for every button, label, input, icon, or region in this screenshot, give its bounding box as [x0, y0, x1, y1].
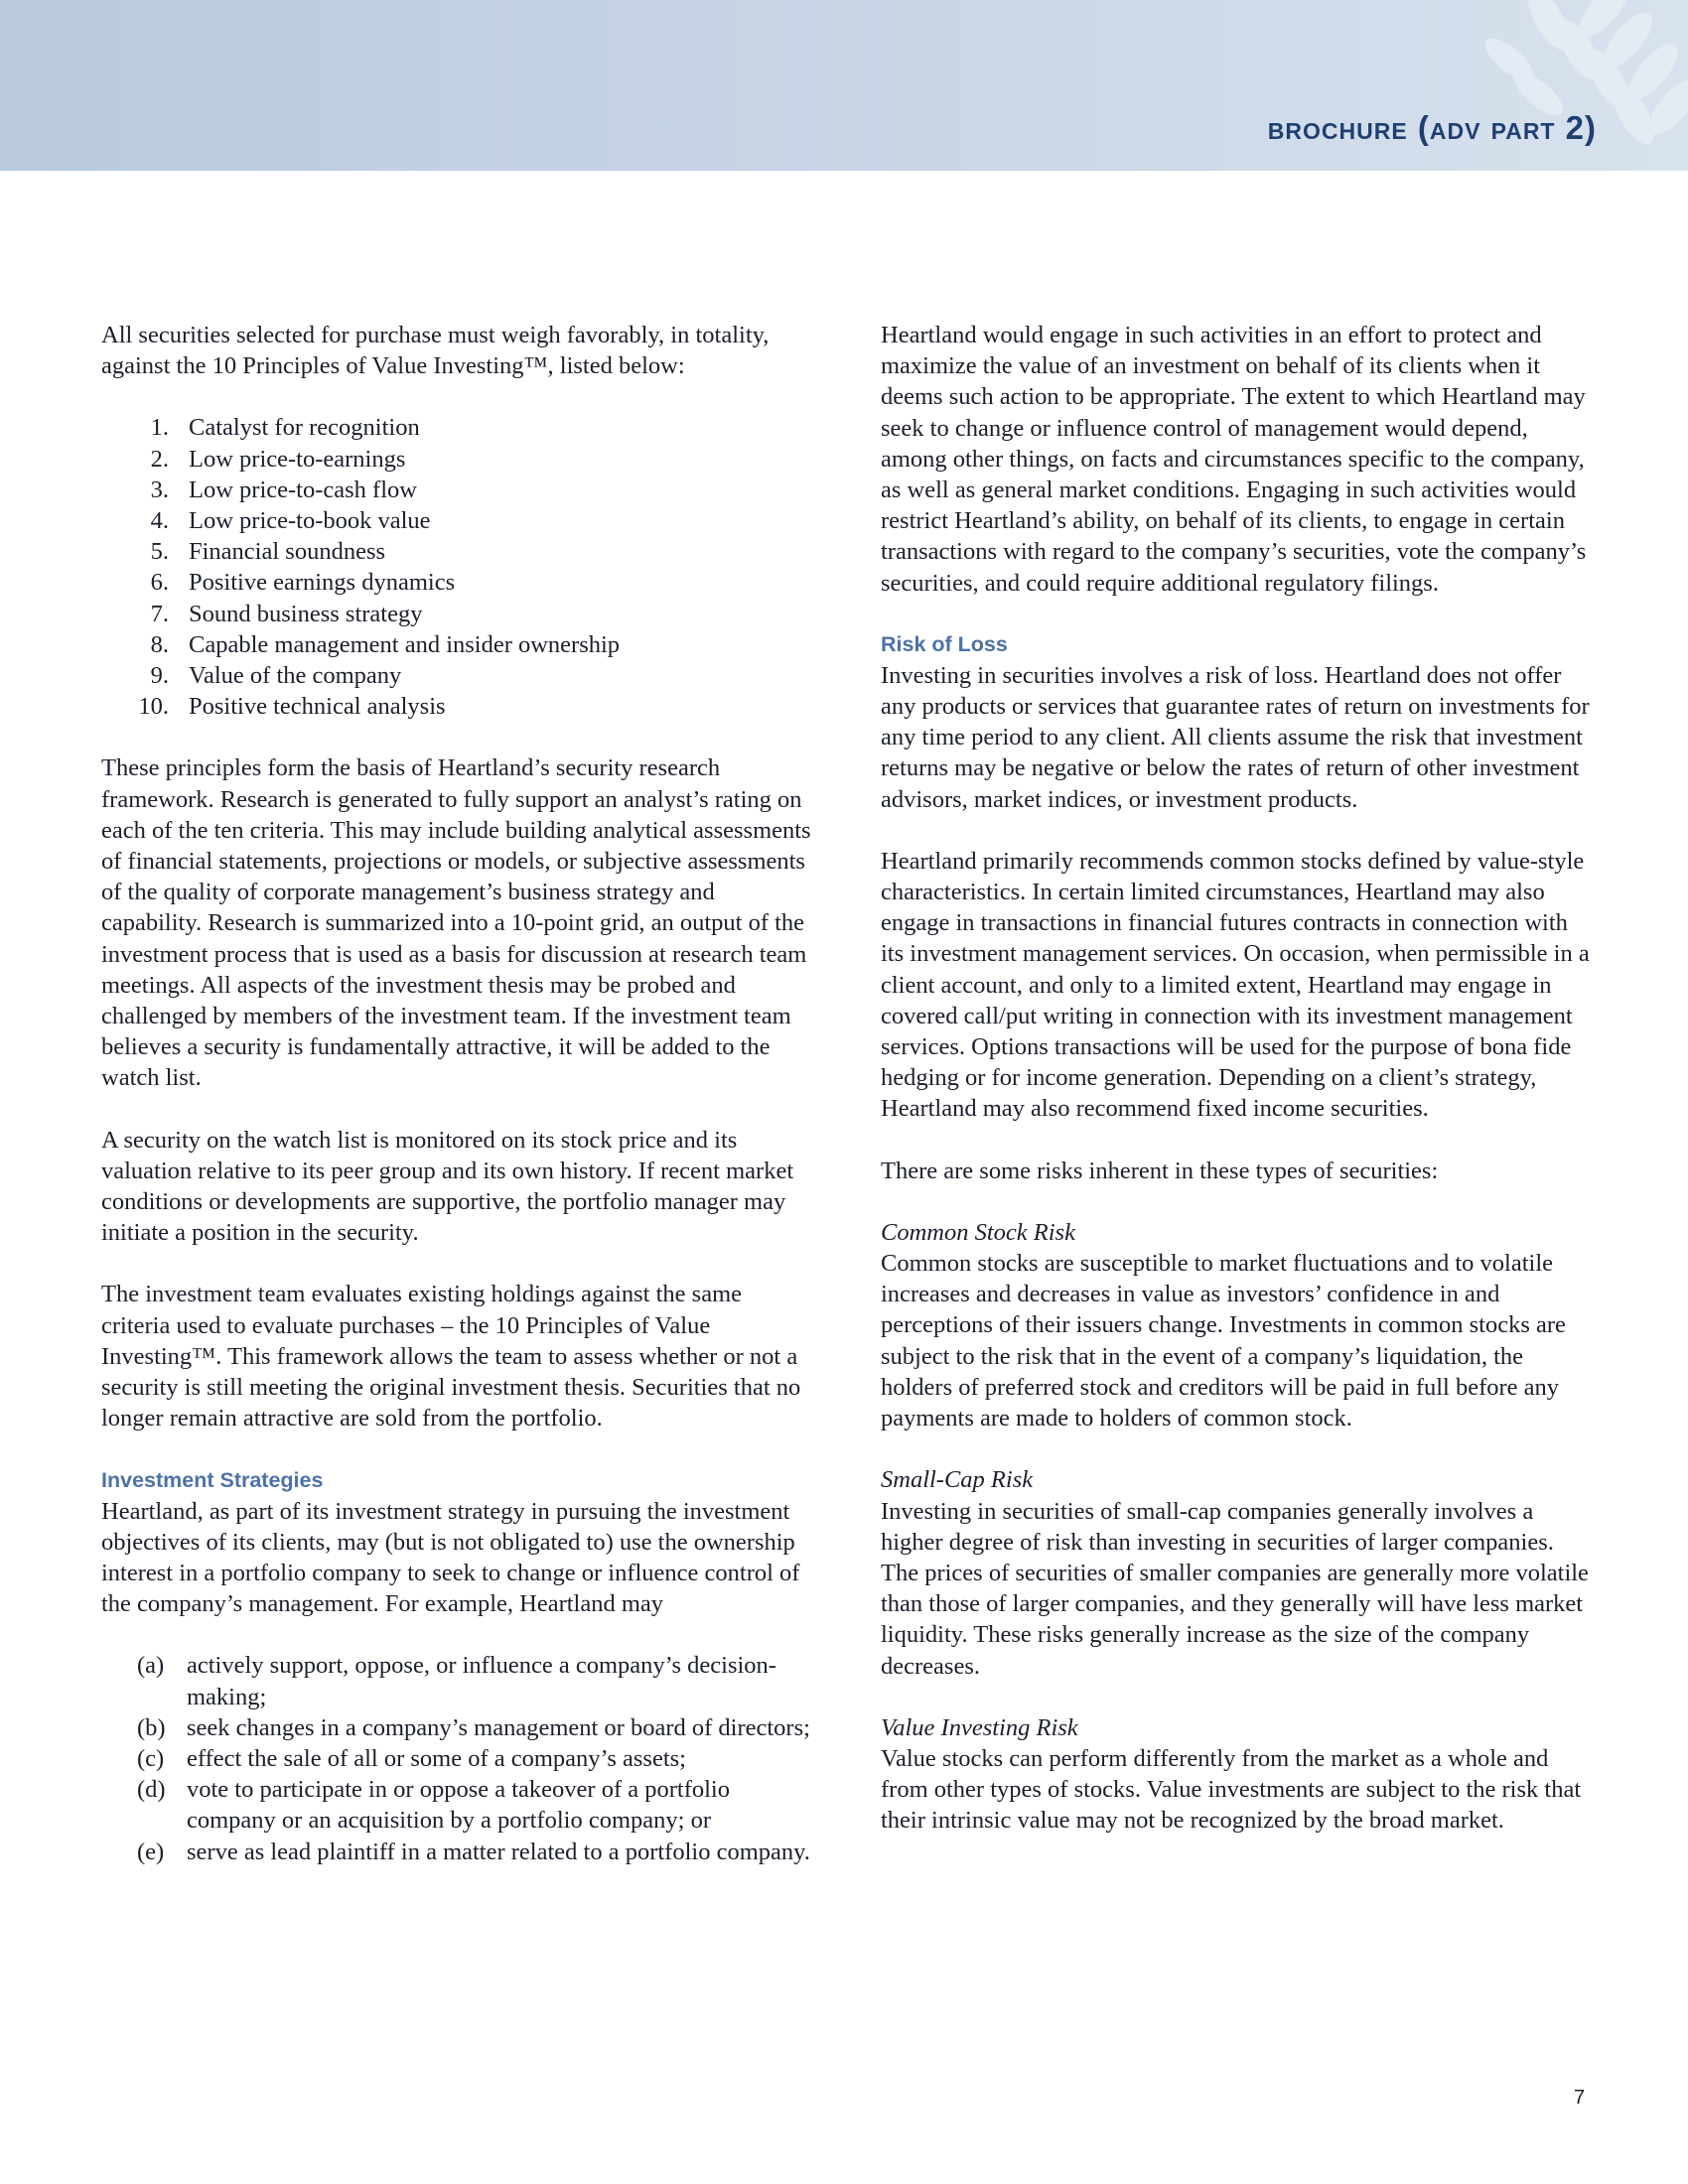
- strategy-item-text: seek changes in a company’s management or board of directors;: [187, 1713, 810, 1741]
- holdings-paragraph: The investment team evaluates existing holdings against the same criteria used to evaluate purchases – the 10 Principles of Value Investing™. This framework allows the team to assess whether or not a security is still meeting the original investment thesis. Securities that no longer remain attractive are sold from the portfolio.: [101, 1281, 801, 1433]
- strategy-item-text: serve as lead plaintiff in a matter related to a portfolio company.: [187, 1838, 810, 1865]
- value-investing-risk-heading: Value Investing Risk: [881, 1713, 1078, 1741]
- principle-text: Positive technical analysis: [189, 693, 446, 721]
- principle-number: 9.: [150, 662, 169, 690]
- principle-item: [101, 660, 816, 691]
- principle-number: 2.: [150, 445, 169, 473]
- watchlist-paragraph: A security on the watch list is monitored on its stock price and its valuation relative to its peer group and its own history. If recent market conditions or developments are supportive, the portfolio manager may initiate a position in the security.: [101, 1126, 794, 1247]
- principle-text: Catalyst for recognition: [189, 414, 420, 442]
- small-cap-risk-paragraph: Investing in securities of small-cap companies generally involves a higher degree of risk than investing in securities of larger companies. The prices of securities of smaller companies are generally more volatile than those of larger companies, and they generally will have less market liquidity. These risks generally increase as the size of the company decreases.: [881, 1497, 1589, 1680]
- strategy-item-text: actively support, oppose, or influence a company’s decision-making;: [187, 1652, 776, 1710]
- principle-text: Sound business strategy: [189, 600, 423, 627]
- investment-strategies-heading: Investment Strategies: [101, 1467, 324, 1492]
- activities-paragraph: Heartland would engage in such activities in an effort to protect and maximize the value of an investment on behalf of its clients when it deems such action to be appropriate. The extent to which Heartland may seek to change or influence control of management would depend, among other things, on facts and circumstances specific to the company, as well as general market conditions. Engaging in such activities would restrict Heartland’s ability, on behalf of its clients, to engage in certain transactions with regard to the company’s securities, vote the company’s securities, and could require additional regulatory filings.: [881, 322, 1587, 597]
- principle-item: [101, 505, 816, 536]
- strategy-item: [101, 1837, 816, 1867]
- principles-list: [101, 412, 816, 722]
- common-stock-risk-heading: Common Stock Risk: [881, 1218, 1075, 1246]
- header-band: [0, 0, 1688, 171]
- risk-paragraph: Investing in securities involves a risk of loss. Heartland does not offer any products or services that guarantee rates of return on investments for any time period to any client. All clients assume the risk that investment returns may be negative or below the rates of return of other investment advisors, market indices, or investment products.: [881, 661, 1590, 813]
- principle-item: [101, 536, 816, 567]
- strategy-item: [101, 1650, 816, 1711]
- principle-item: [101, 567, 816, 598]
- left-column: [101, 320, 816, 1867]
- strategy-item-label: (c): [137, 1744, 165, 1772]
- strategy-item-label: (b): [137, 1713, 166, 1741]
- principle-number: 1.: [150, 414, 169, 442]
- intro-paragraph: All securities selected for purchase must weigh favorably, in totality, against the 10 Principles of Value Investing™, listed below:: [101, 322, 770, 380]
- principle-text: Value of the company: [189, 662, 402, 690]
- principle-item: [101, 599, 816, 629]
- strategy-item: [101, 1712, 816, 1743]
- strategy-item-text: vote to participate in or oppose a takeover of a portfolio company or an acquisition by a portfolio company; or: [187, 1776, 730, 1835]
- strategy-item-label: (e): [137, 1838, 165, 1865]
- principle-item: [101, 691, 816, 722]
- principle-text: Low price-to-cash flow: [189, 476, 417, 503]
- common-stock-risk-paragraph: Common stocks are susceptible to market fluctuations and to volatile increases and decreases in value as investors’ confidence in and perceptions of their issuers change. Investments in common stocks are subject to the risk that in the event of a company’s liquidation, the holders of preferred stock and creditors will be paid in full before any payments are made to holders of common stock.: [881, 1250, 1566, 1433]
- strategy-item-text: effect the sale of all or some of a company’s assets;: [187, 1744, 686, 1772]
- principle-number: 3.: [150, 476, 169, 503]
- principle-text: Low price-to-earnings: [189, 445, 406, 473]
- principle-number: 10.: [138, 693, 169, 721]
- inherent-risks-paragraph: There are some risks inherent in these types of securities:: [881, 1157, 1439, 1184]
- right-column: [881, 320, 1596, 1837]
- principle-number: 8.: [150, 630, 169, 658]
- strategy-item: [101, 1743, 816, 1774]
- strategy-item-label: (a): [137, 1652, 165, 1680]
- principle-number: 4.: [150, 507, 169, 535]
- principle-item: [101, 412, 816, 443]
- value-investing-risk-paragraph: Value stocks can perform differently from the market as a whole and from other types of stocks. Value investments are subject to the risk that their intrinsic value may not be recognized by the broad market.: [881, 1744, 1582, 1835]
- principle-item: [101, 629, 816, 660]
- strategies-paragraph: Heartland, as part of its investment strategy in pursuing the investment objectives of its clients, may (but is not obligated to) use the ownership interest in a portfolio company to seek to change or influence control of the company’s management. For example, Heartland may: [101, 1497, 800, 1618]
- principle-text: Capable management and insider ownership: [189, 630, 621, 658]
- principle-text: Financial soundness: [189, 538, 386, 566]
- strategy-item: [101, 1774, 816, 1836]
- strategy-items-list: [101, 1650, 816, 1866]
- principle-number: 5.: [150, 538, 169, 566]
- principle-number: 7.: [150, 600, 169, 627]
- principle-text: Low price-to-book value: [189, 507, 431, 535]
- principle-item: [101, 444, 816, 475]
- page-header-title: brochure (adv part 2): [1267, 109, 1597, 146]
- small-cap-risk-heading: Small-Cap Risk: [881, 1466, 1034, 1494]
- risk-of-loss-heading: Risk of Loss: [881, 631, 1008, 656]
- strategy-item-label: (d): [137, 1776, 166, 1804]
- common-stocks-paragraph: Heartland primarily recommends common stocks defined by value-style characteristics. In certain limited circumstances, Heartland may also engage in transactions in financial futures contracts in connection with its investment management services. On occasion, when permissible in a client account, and only to a limited extent, Heartland may engage in covered call/put writing in connection with its investment management services. Options transactions will be used for the purpose of bona fide hedging or for income generation. Depending on a client’s strategy, Heartland may also recommend fixed income securities.: [881, 847, 1590, 1123]
- principle-number: 6.: [150, 569, 169, 597]
- principle-item: [101, 475, 816, 505]
- principle-text: Positive earnings dynamics: [189, 569, 456, 597]
- page-number: 7: [1574, 2087, 1586, 2109]
- framework-paragraph: These principles form the basis of Heartland’s security research framework. Research is generated to fully support an analyst’s rating on each of the ten criteria. This may include building analytical assessments of financial statements, projections or models, or subjective assessments of the quality of corporate management’s business strategy and capability. Research is summarized into a 10-point grid, an output of the investment process that is used as a basis for discussion at research team meetings. All aspects of the investment thesis may be probed and challenged by members of the investment team. If the investment team believes a security is fundamentally attractive, it will be added to the watch list.: [101, 754, 811, 1092]
